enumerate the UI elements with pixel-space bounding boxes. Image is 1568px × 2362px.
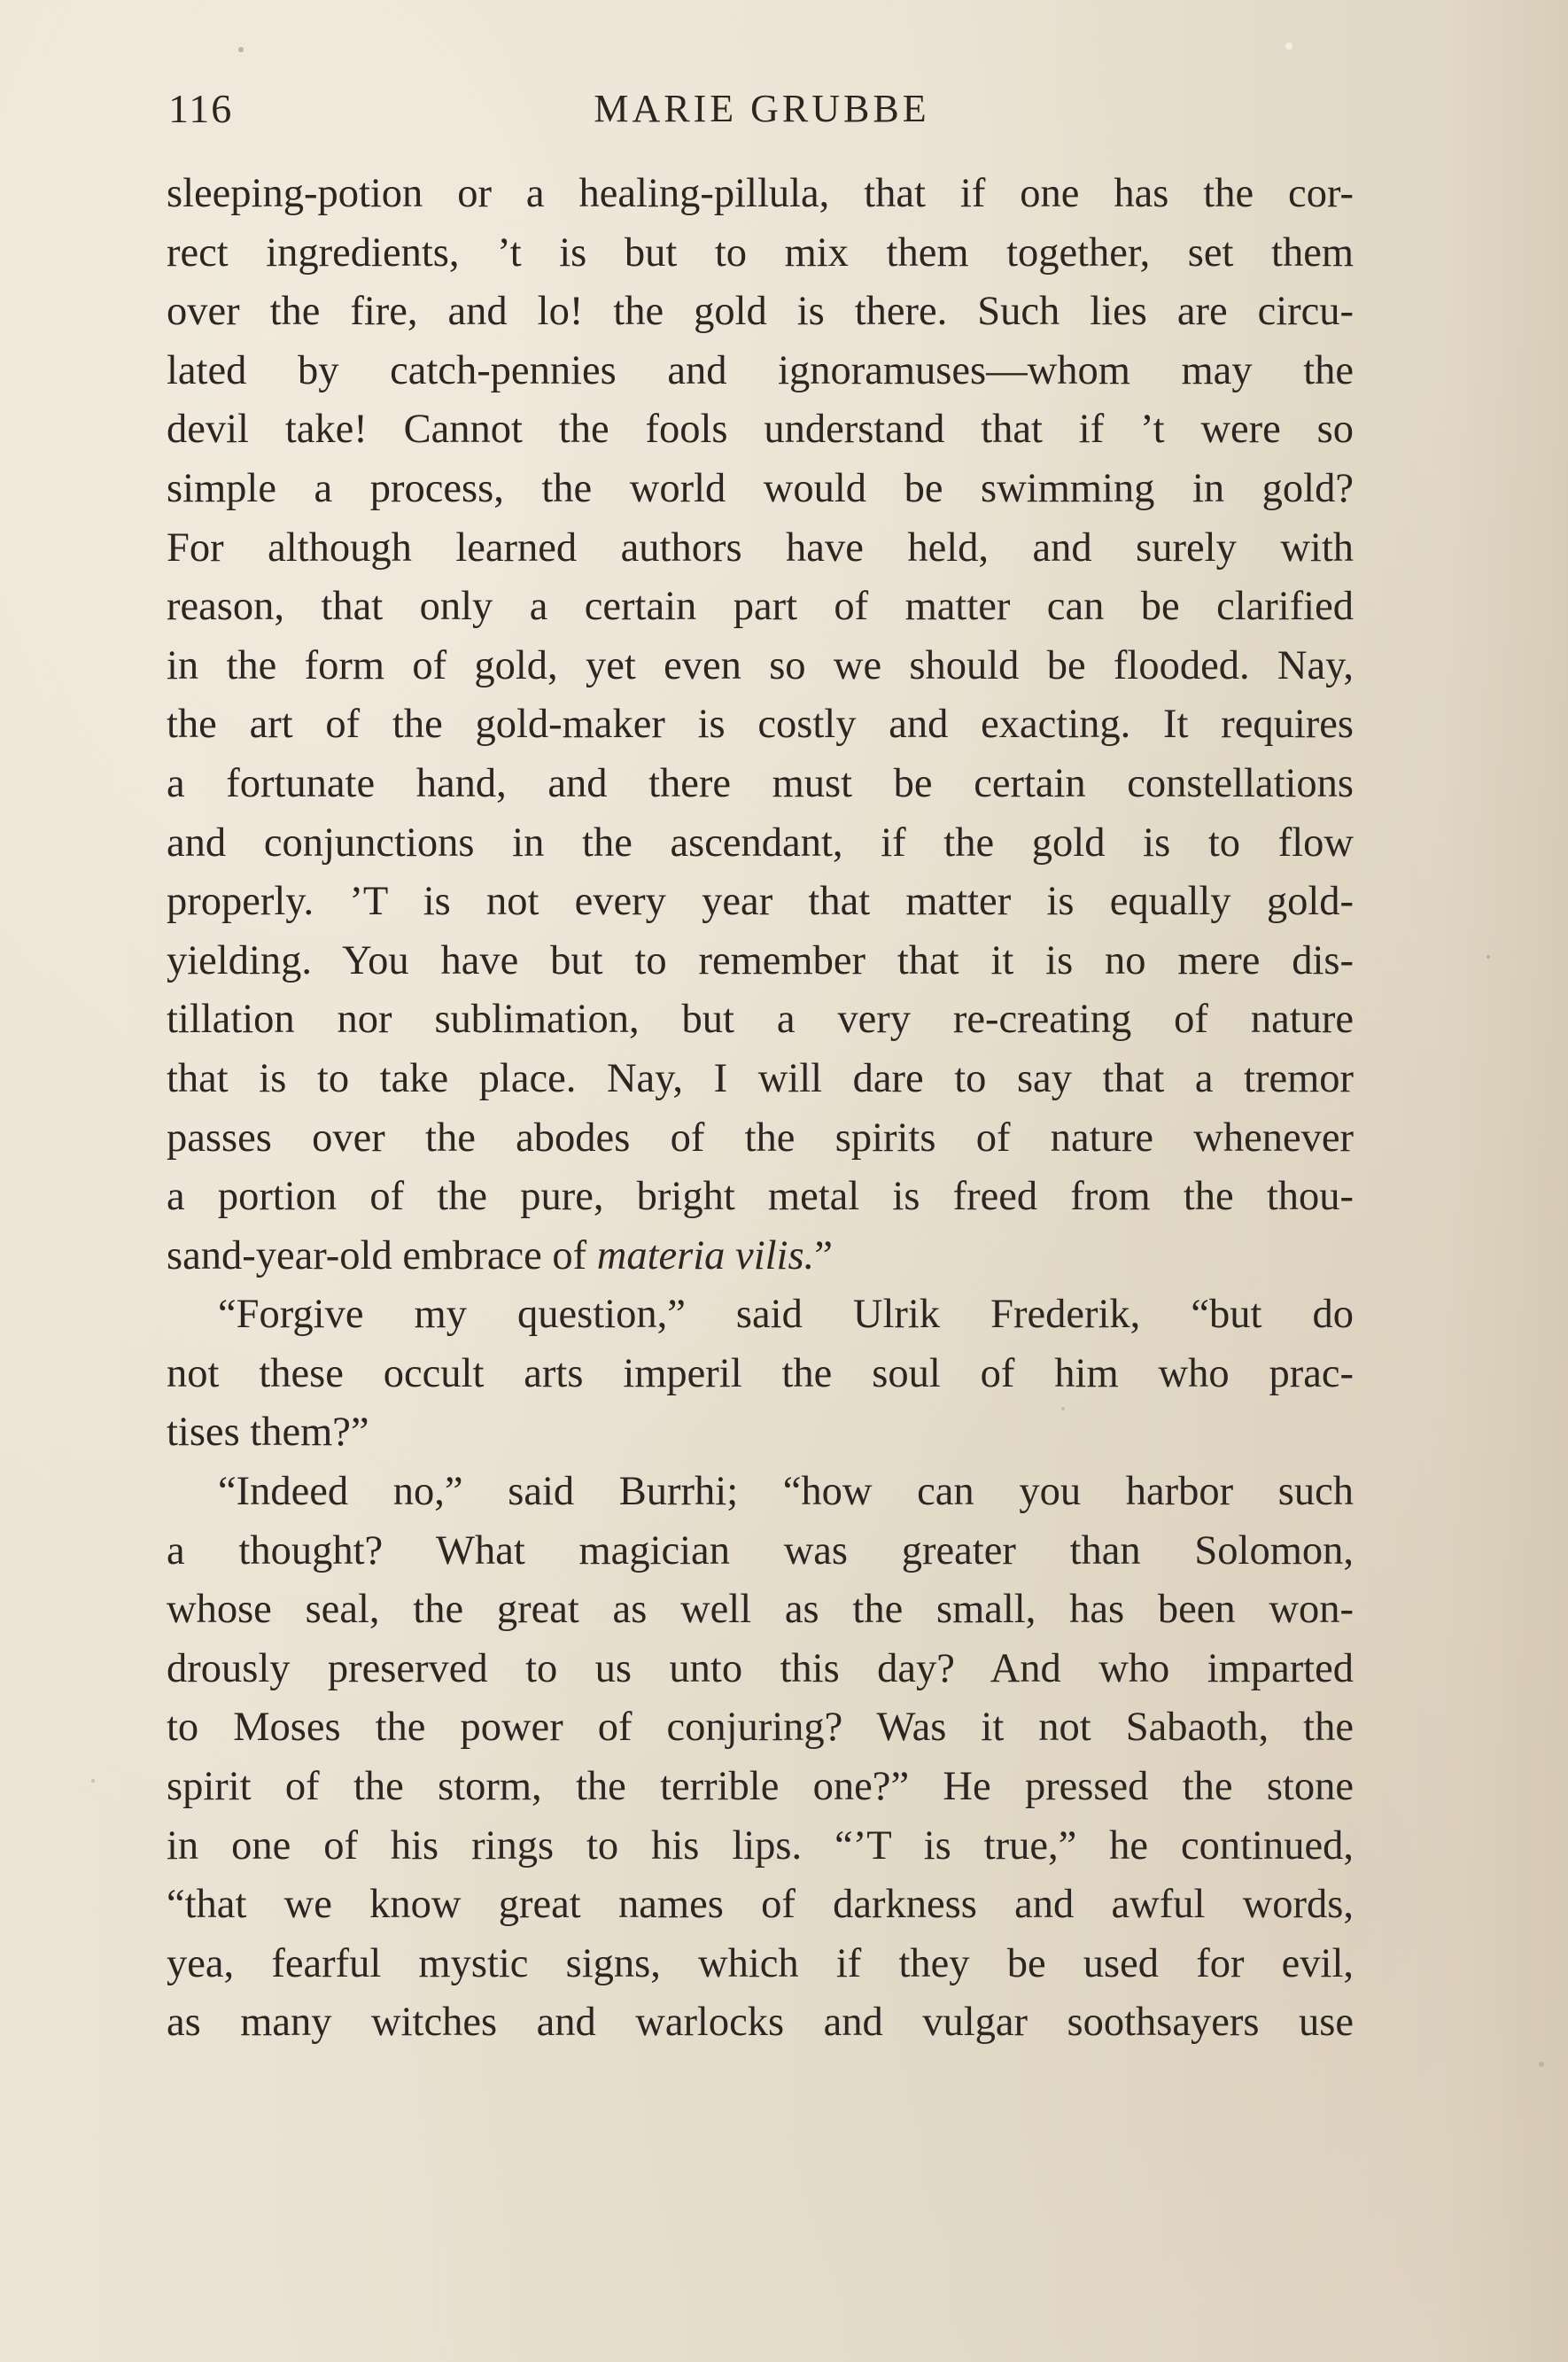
text-line: sleeping-potion or a healing-pillula, that if one has the cor- xyxy=(167,171,1354,216)
text-line-paragraph-end xyxy=(167,1227,1354,1286)
text-line: reason, that only a certain part of matter can be clarified xyxy=(167,584,1354,630)
text-line-paragraph-end: tises them?” xyxy=(167,1410,369,1456)
text-line: to Moses the power of conjuring? Was it not Sabaoth, the xyxy=(167,1705,1354,1751)
text-line: yea, fearful mystic signs, which if they be used for evil, xyxy=(167,1940,1354,1986)
text-line: as many witches and warlocks and vulgar soothsayers use xyxy=(167,2000,1354,2046)
text-line: For although learned authors have held, and surely with xyxy=(167,524,1354,571)
text-line: in one of his rings to his lips. “’T is true,” he continued, xyxy=(167,1822,1354,1869)
text-line-paragraph-start: “Indeed no,” said Burrhi; “how can you harbor such xyxy=(218,1469,1354,1515)
text-line: over the fire, and lo! the gold is there. Such lies are circu- xyxy=(167,289,1354,335)
text-line-start: sand-year-old embrace of xyxy=(167,1232,587,1278)
text-line: in the form of gold, yet even so we should be flooded. Nay, xyxy=(167,642,1354,688)
text-line: and conjunctions in the ascendant, if the gold is to flow xyxy=(167,820,1354,866)
text-line: yielding. You have but to remember that it is no mere dis- xyxy=(167,937,1354,983)
text-line-paragraph-start: “Forgive my question,” said Ulrik Frederik, “but do xyxy=(218,1292,1354,1338)
text-line: tillation nor sublimation, but a very re-creating of nature xyxy=(167,997,1354,1043)
text-line: a thought? What magician was greater than Solomon, xyxy=(167,1527,1354,1573)
closing-quote: ” xyxy=(814,1232,833,1278)
text-line: devil take! Cannot the fools understand that if ’t were so xyxy=(167,407,1354,453)
text-line: properly. ’T is not every year that matter is equally gold- xyxy=(167,879,1354,925)
text-line: “that we know great names of darkness and awful words, xyxy=(167,1882,1354,1928)
body-text xyxy=(167,165,1354,2053)
text-line: a portion of the pure, bright metal is freed from the thou- xyxy=(167,1174,1354,1220)
text-line: a fortunate hand, and there must be certain constellations xyxy=(167,760,1354,806)
text-line: that is to take place. Nay, I will dare to say that a tremor xyxy=(167,1055,1354,1101)
text-line: spirit of the storm, the terrible one?” He pressed the stone xyxy=(167,1764,1354,1810)
text-line: whose seal, the great as well as the small, has been won- xyxy=(167,1587,1354,1633)
running-title: MARIE GRUBBE xyxy=(594,87,930,130)
text-line: the art of the gold-maker is costly and exacting. It requires xyxy=(167,702,1354,748)
italic-phrase: materia vilis. xyxy=(596,1232,815,1278)
text-line: lated by catch-pennies and ignoramuses—whom may the xyxy=(167,347,1354,393)
text-line: not these occult arts imperil the soul of him who prac- xyxy=(167,1350,1354,1396)
text-line: drously preserved to us unto this day? And who imparted xyxy=(167,1645,1354,1691)
text-line: rect ingredients, ’t is but to mix them together, set them xyxy=(167,229,1354,276)
page-number: 116 xyxy=(168,86,234,131)
page-header xyxy=(168,78,1355,140)
text-line: simple a process, the world would be swimming in gold? xyxy=(167,465,1354,511)
text-line: passes over the abodes of the spirits of nature whenever xyxy=(167,1115,1354,1161)
